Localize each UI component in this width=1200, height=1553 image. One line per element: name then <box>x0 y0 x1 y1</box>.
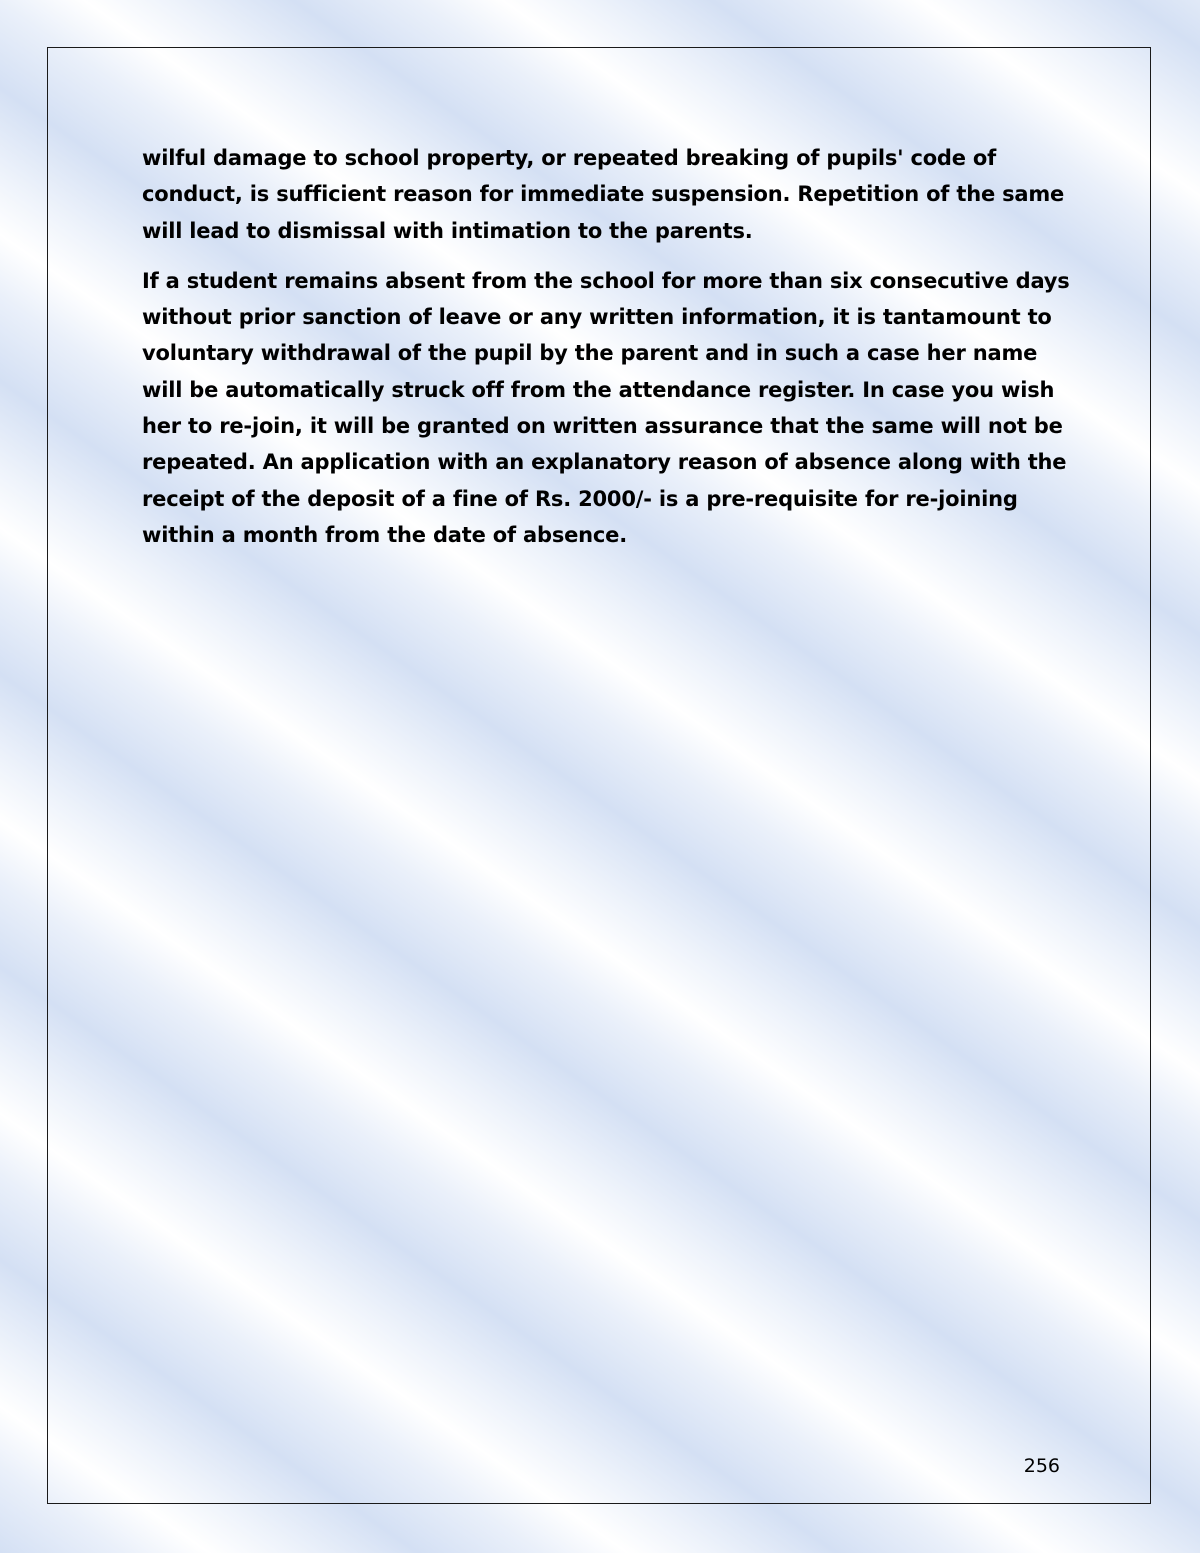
paragraph-absence-policy: If a student remains absent from the school for more than six consecutive days without prior sanction of leave or any written information, it is tantamount to voluntary withdrawal of the pupil by the parent and in such a case her name will be automatically struck off from the attendance register. In case you wish her to re-join, it will be granted on written assurance that the same will not be repeated. An application with an explanatory reason of absence along with the receipt of the deposit of a fine of Rs. 2000/- is a pre-requisite for re-joining within a month from the date of absence. <box>142 268 1070 547</box>
paragraph-suspension-policy: wilful damage to school property, or repeated breaking of pupils' code of conduct, is sufficient reason for immediate suspension. Repetition of the same will lead to dismissal with intimation to the parents. <box>142 146 1065 243</box>
page-number: 256 <box>1023 1455 1060 1477</box>
document-body <box>142 140 1072 567</box>
